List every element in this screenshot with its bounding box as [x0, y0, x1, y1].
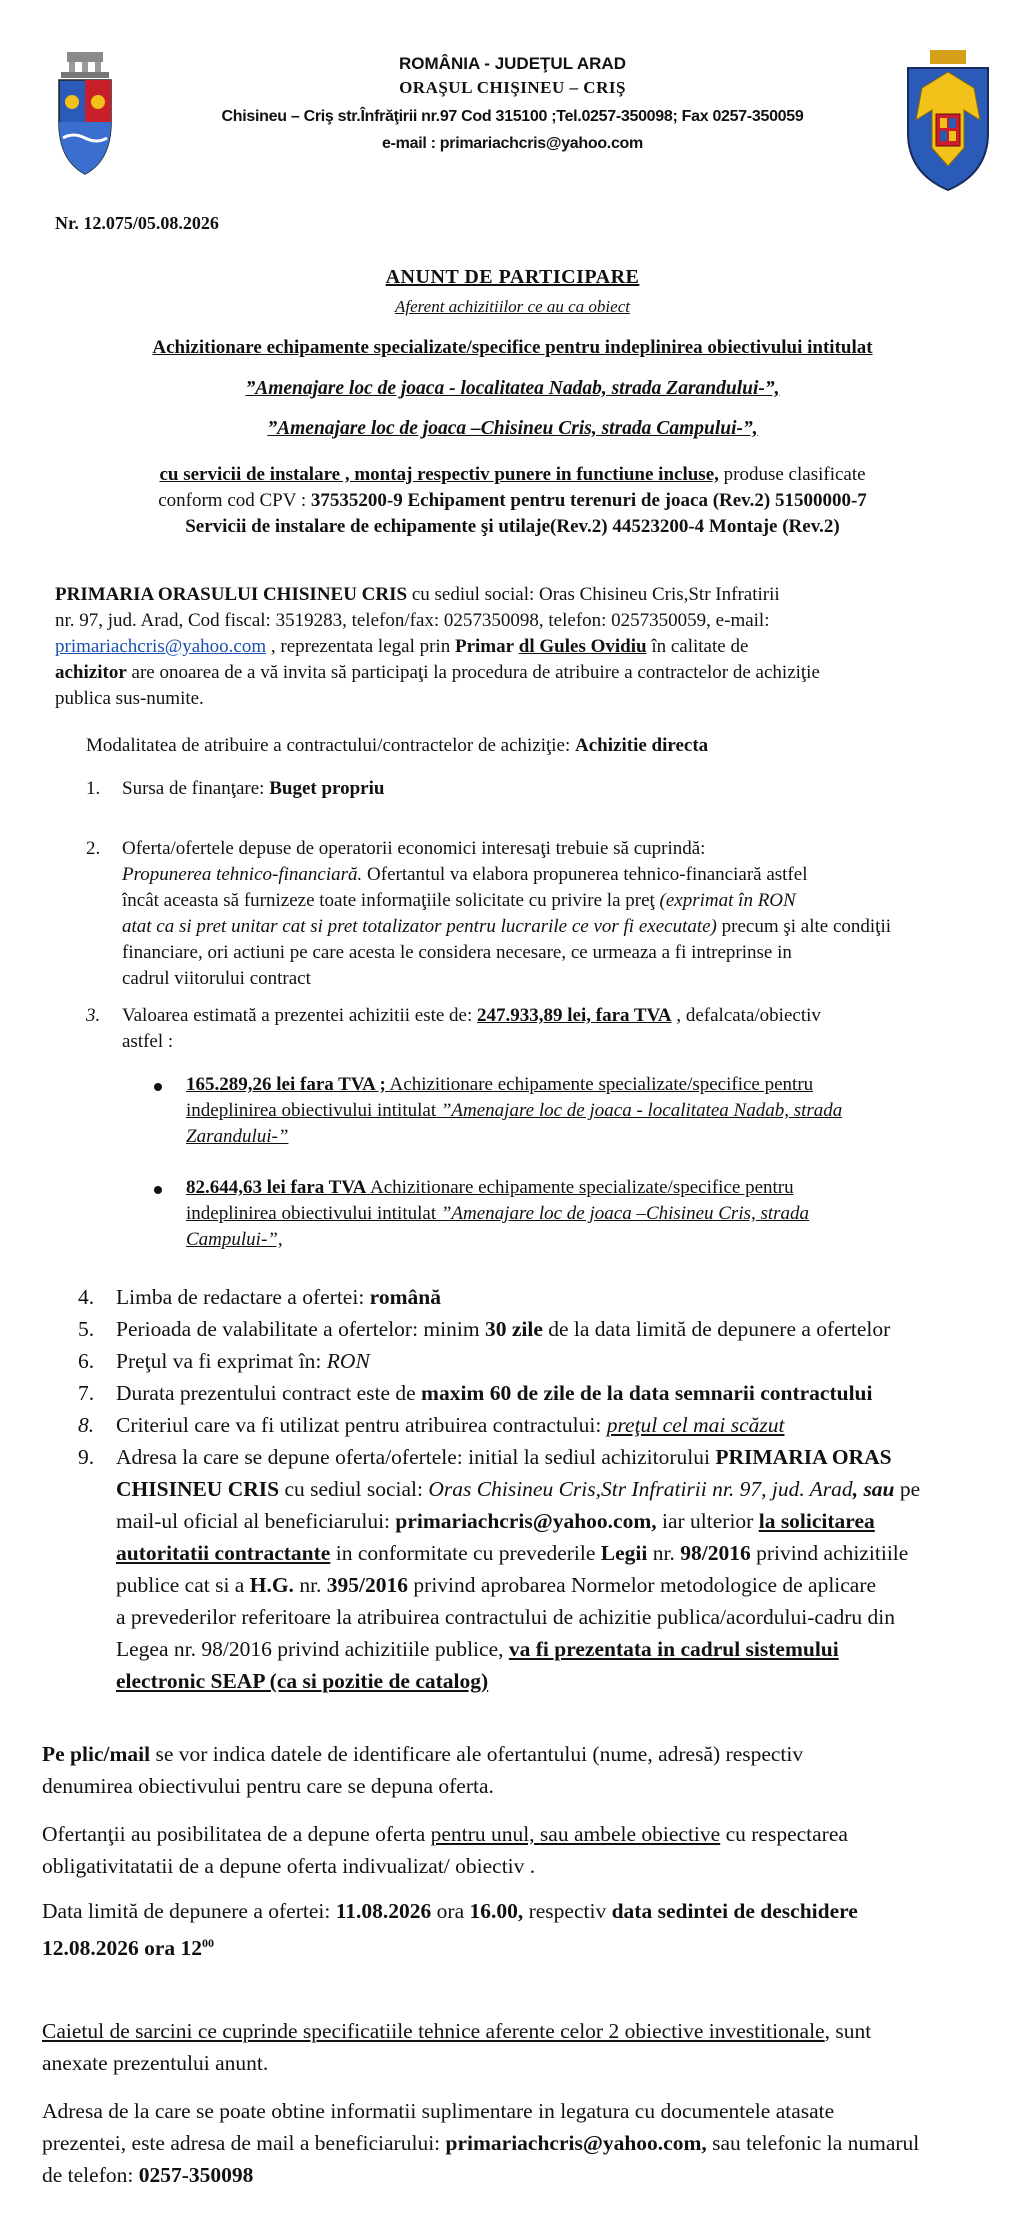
submission-address-text: a prevederilor referitoare la atribuirea contractului de achizitie publica/acordului-cadru din — [116, 1605, 895, 1629]
submission-address-text: cu sediul social: — [279, 1477, 429, 1501]
intro-paragraph — [55, 582, 975, 712]
header-email: e-mail : primariachcris@yahoo.com — [382, 135, 643, 152]
bullet-icon — [154, 1083, 162, 1091]
intro-text: publica sus-numite. — [55, 688, 204, 709]
list-item-6-number: 6. — [78, 1349, 95, 1373]
contact-email: primariachcris@yahoo.com, — [445, 2131, 707, 2155]
technical-financial-proposal: Propunerea tehnico-financiară. — [122, 864, 363, 885]
language-value: română — [369, 1285, 441, 1309]
modality-value: Achizitie directa — [575, 735, 709, 756]
funding-label: Sursa de finanţare: — [122, 778, 270, 799]
offer-contents-text: cadrul viitorului contract — [122, 968, 311, 989]
list-item-1-number: 1. — [86, 778, 101, 799]
objective-2-description: indeplinirea obiectivului intitulat — [186, 1203, 441, 1224]
contact-phone: 0257-350098 — [138, 2163, 254, 2187]
contact-text: de telefon: — [42, 2163, 139, 2187]
offer-contents-text: Ofertantul va elabora propunerea tehnico-financiară astfel — [362, 864, 808, 885]
page-subtitle: Aferent achizitiilor ce au ca obiect — [395, 297, 630, 316]
objective-1-description: Achizitionare echipamente specializate/specifice pentru — [385, 1074, 814, 1095]
duration-value: maxim 60 de zile de la data semnarii contractului — [421, 1381, 873, 1405]
offer-contents-text: încât aceasta să furnizeze toate informaţiile solicitate cu privire la preţ — [122, 890, 660, 911]
contact-text: Adresa de la care se poate obtine informatii suplimentare in legatura cu documentele atasate — [42, 2099, 835, 2123]
estimated-value-text: , defalcata/obiectiv — [671, 1005, 821, 1026]
submission-address-text: pe — [894, 1477, 921, 1501]
header-address: Chisineu – Criş str.Înfrăţirii nr.97 Cod 315100 ;Tel.0257-350098; Fax 0257-350059 — [221, 108, 804, 125]
bidders-paragraph — [42, 1818, 990, 1882]
envelope-instructions — [42, 1738, 990, 1802]
procurement-object: Achizitionare echipamente specializate/specifice pentru indeplinirea obiectivului intitulat — [152, 337, 873, 358]
bidders-text: Ofertanţii au posibilitatea de a depune oferta — [42, 1822, 431, 1846]
validity-text: de la data limită de depunere a ofertelor — [542, 1317, 891, 1341]
opening-session-label: data sedintei de deschidere — [611, 1899, 858, 1923]
cpv-codes: 37535200-9 Echipament pentru terenuri de joaca (Rev.2) 51500000-7 — [310, 490, 867, 511]
authority-name: PRIMARIA ORAS — [715, 1445, 892, 1469]
intro-text: , reprezentata legal prin — [266, 636, 455, 657]
authority-name: CHISINEU CRIS — [116, 1477, 280, 1501]
specifications-text: anexate prezentului anunt. — [42, 2051, 269, 2075]
currency-value: RON — [326, 1349, 370, 1373]
list-item-8-number: 8. — [78, 1413, 95, 1437]
objective-1-name: Zarandului-” — [186, 1126, 289, 1147]
deadline-date: 11.08.2026 — [335, 1899, 432, 1923]
contact-text: prezentei, este adresa de mail a beneficiarului: — [42, 2131, 446, 2155]
list-item-2-number: 2. — [86, 838, 101, 859]
objective-2-description: Achizitionare echipamente specializate/specifice pentru — [366, 1177, 794, 1198]
bidders-text: obligativitatatii de a depune oferta indivualizat/ obiectiv . — [42, 1854, 536, 1878]
page-title: ANUNT DE PARTICIPARE — [385, 266, 640, 288]
mayor-title: Primar — [454, 636, 515, 657]
list-item-4-number: 4. — [78, 1285, 95, 1309]
specifications-paragraph — [42, 2015, 990, 2079]
deadline-time: 16.00, — [469, 1899, 524, 1923]
envelope-text: denumirea obiectivului pentru care se depuna oferta. — [42, 1774, 494, 1798]
list-item-9 — [116, 1441, 990, 1697]
list-item-6 — [116, 1345, 370, 1377]
official-email: primariachcris@yahoo.com, — [395, 1509, 657, 1533]
objective-2-value — [186, 1175, 901, 1253]
list-item-7-number: 7. — [78, 1381, 95, 1405]
objective-1-name: ”Amenajare loc de joaca - localitatea Nadab, strada — [440, 1100, 843, 1121]
specifications-text: , sunt — [824, 2019, 872, 2043]
submission-address-text: mail-ul oficial al beneficiarului: — [116, 1509, 396, 1533]
document-number: Nr. 12.075/05.08.2026 — [55, 213, 219, 233]
list-item-4 — [116, 1281, 441, 1313]
deadline-text: respectiv — [523, 1899, 612, 1923]
cpv-label: conform cod CPV : — [158, 490, 311, 511]
envelope-label: Pe plic/mail — [42, 1742, 151, 1766]
submission-address-text: Adresa la care se depune oferta/ofertele: initial la sediul achizitorului — [116, 1445, 716, 1469]
award-criterion-value: preţul cel mai scăzut — [606, 1413, 785, 1437]
cpv-codes-continued: Servicii de instalare de echipamente şi utilaje(Rev.2) 44523200-4 Montaje (Rev.2) — [185, 516, 840, 537]
objective-1-value — [186, 1072, 901, 1150]
opening-session-datetime: 12.08.2026 ora 12 — [42, 1936, 203, 1961]
funding-value: Buget propriu — [269, 778, 385, 799]
award-criterion-label: Criteriul care va fi utilizat pentru atribuirea contractului: — [116, 1413, 607, 1437]
list-item-1 — [122, 776, 384, 802]
deadline-paragraph — [42, 1895, 990, 1964]
offer-contents-text: precum şi alte condiţii — [716, 916, 892, 937]
specifications-title: Caietul de sarcini ce cuprinde specificatiile tehnice aferente celor 2 obiective investitionale — [42, 2019, 825, 2043]
submission-address-text: privind achizitiile — [750, 1541, 909, 1565]
objective-2-title: ”Amenajare loc de joaca –Chisineu Cris, strada Campului-”, — [267, 418, 758, 439]
list-item-9-number: 9. — [78, 1445, 95, 1469]
submission-address-text: , sau — [852, 1477, 895, 1501]
list-item-7 — [116, 1377, 872, 1409]
authority-name: PRIMARIA ORASULUI CHISINEU CRIS — [55, 584, 408, 605]
objectives-choice: pentru unul, sau ambele obiective — [430, 1822, 721, 1846]
objective-1-amount: 165.289,26 lei fara TVA ; — [186, 1074, 386, 1095]
list-item-5-number: 5. — [78, 1317, 95, 1341]
bullet-icon — [154, 1186, 162, 1194]
seap-note: electronic SEAP (ca si pozitie de catalog) — [116, 1669, 489, 1693]
header-country-county: ROMÂNIA - JUDEŢUL ARAD — [399, 54, 626, 73]
list-item-8 — [116, 1409, 784, 1441]
submission-address-text: in conformitate cu prevederile — [330, 1541, 601, 1565]
objective-1-title: ”Amenajare loc de joaca - localitatea Nadab, strada Zarandului-”, — [245, 378, 780, 399]
mayor-name: dl Gules Ovidiu — [518, 636, 647, 657]
law-reference: Legii — [600, 1541, 648, 1565]
authority-address: Oras Chisineu Cris,Str Infratirii nr. 97, jud. Arad — [428, 1477, 853, 1501]
email-link[interactable]: primariachcris@yahoo.com — [55, 636, 267, 657]
price-note: atat ca si pret unitar cat si pret totalizator pentru lucrarile ce vor fi executate) — [122, 916, 717, 937]
language-label: Limba de redactare a ofertei: — [116, 1285, 370, 1309]
decision-number: 395/2016 — [326, 1573, 409, 1597]
government-decision: H.G. — [249, 1573, 294, 1597]
list-item-5 — [116, 1313, 890, 1345]
estimated-value-total: 247.933,89 lei, fara TVA — [477, 1005, 672, 1026]
submission-address-text: Legea nr. 98/2016 privind achizitiile publice, — [116, 1637, 509, 1661]
header-town: ORAŞUL CHIŞINEU – CRIŞ — [399, 78, 626, 97]
submission-address-text: nr. — [293, 1573, 327, 1597]
objective-2-amount: 82.644,63 lei fara TVA — [186, 1177, 367, 1198]
services-included: cu servicii de instalare , montaj respectiv punere in functiune incluse, — [159, 464, 719, 485]
list-item-3-number: 3. — [86, 1005, 101, 1026]
authority-request: autoritatii contractante — [116, 1541, 331, 1565]
list-item-2 — [122, 836, 922, 992]
deadline-text: ora — [431, 1899, 470, 1923]
submission-address-text: iar ulterior — [656, 1509, 759, 1533]
price-note: (exprimat în RON — [659, 890, 796, 911]
submission-address-text: nr. — [647, 1541, 681, 1565]
validity-label: Perioada de valabilitate a ofertelor: minim — [116, 1317, 485, 1341]
opening-session-minutes: 00 — [202, 1936, 215, 1950]
offer-contents-text: Oferta/ofertele depuse de operatorii economici interesaţi trebuie să cuprindă: — [122, 838, 706, 859]
bidders-text: cu respectarea — [720, 1822, 848, 1846]
law-number: 98/2016 — [680, 1541, 751, 1565]
contact-text: sau telefonic la numarul — [706, 2131, 920, 2155]
objective-2-name: ”Amenajare loc de joaca –Chisineu Cris, strada Campului-”, — [186, 1203, 810, 1250]
duration-label: Durata prezentului contract este de — [116, 1381, 422, 1405]
submission-address-text: publice cat si a — [116, 1573, 250, 1597]
offer-contents-text: financiare, ori actiuni pe care acesta le considera necesare, ce urmeaza a fi intreprinse in — [122, 942, 792, 963]
contact-paragraph — [42, 2095, 990, 2191]
validity-days: 30 zile — [484, 1317, 543, 1341]
purchaser-label: achizitor — [55, 662, 127, 683]
modality-label: Modalitatea de atribuire a contractului/contractelor de achiziţie: — [86, 735, 576, 756]
envelope-text: se vor indica datele de identificare ale ofertantului (nume, adresă) respectiv — [150, 1742, 804, 1766]
objective-1-description: indeplinirea obiectivului intitulat — [186, 1100, 441, 1121]
intro-text: nr. 97, jud. Arad, Cod fiscal: 3519283, telefon/fax: 0257350098, telefon: 0257350059, e-mail: — [55, 610, 770, 631]
intro-text: are onoarea de a vă invita să participaţi la procedura de atribuire a contractelor de achiziţie — [126, 662, 820, 683]
currency-label: Preţul va fi exprimat în: — [116, 1349, 327, 1373]
estimated-value-label: Valoarea estimată a prezentei achizitii este de: — [122, 1005, 478, 1026]
services-text: produse clasificate — [718, 464, 866, 485]
authority-request: la solicitarea — [758, 1509, 875, 1533]
intro-text: în calitate de — [646, 636, 749, 657]
list-item-3 — [122, 1003, 922, 1055]
seap-note: va fi prezentata in cadrul sistemului — [508, 1637, 839, 1661]
estimated-value-text: astfel : — [122, 1031, 174, 1052]
services-cpv-block — [0, 462, 1025, 540]
submission-address-text: privind aprobarea Normelor metodologice de aplicare — [408, 1573, 877, 1597]
deadline-label: Data limită de depunere a ofertei: — [42, 1899, 336, 1923]
intro-text: cu sediul social: Oras Chisineu Cris,Str Infratirii — [407, 584, 780, 605]
award-modality — [86, 733, 708, 759]
